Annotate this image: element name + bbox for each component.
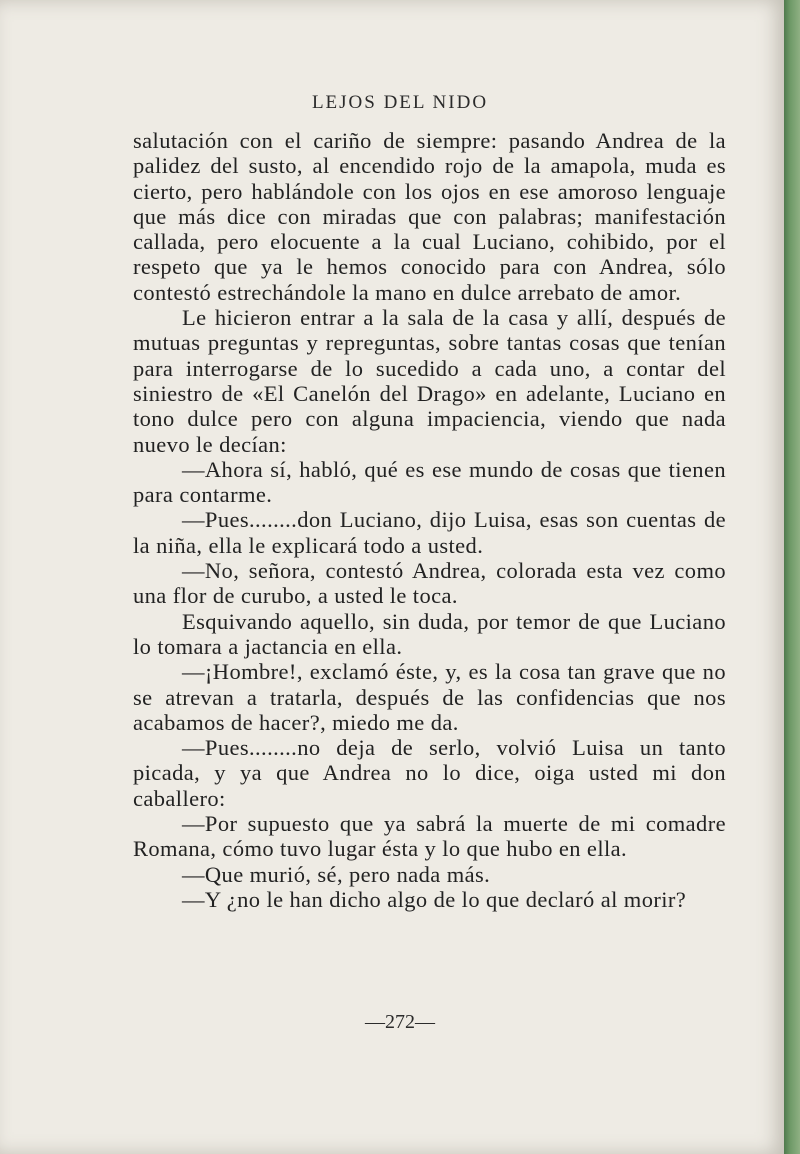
paragraph: —Ahora sí, habló, qué es ese mundo de cosas que tienen para contarme.: [133, 456, 726, 508]
paragraph: —Pues........no deja de serlo, volvió Luisa un tanto picada, y ya que Andrea no lo dice, oiga usted mi don caballero:: [133, 735, 726, 811]
paragraph: —¡Hombre!, exclamó éste, y, es la cosa tan grave que no se atrevan a tratarla, después de las confidencias que nos acabamos de hacer?, miedo me da.: [133, 659, 726, 735]
page-edge: [784, 0, 800, 1154]
paragraph: —No, señora, contestó Andrea, colorada esta vez como una flor de curubo, a usted le toca.: [133, 558, 726, 609]
body-text: [133, 128, 726, 912]
running-head: LEJOS DEL NIDO: [311, 92, 489, 113]
paragraph: salutación con el cariño de siempre: pasando Andrea de la palidez del susto, al encendido rojo de la amapola, muda es cierto, pero hablándole con los ojos en ese amoroso lenguaje que más dice con miradas que con palabras; manifestación callada, pero elocuente a la cual Luciano, cohibido, por el respeto que ya le hemos conocido para con Andrea, sólo contestó estrechándole la mano en dulce arrebato de amor.: [133, 128, 726, 305]
paragraph: Esquivando aquello, sin duda, por temor de que Luciano lo tomara a jactancia en ella.: [133, 608, 726, 659]
paragraph: —Que murió, sé, pero nada más.: [182, 861, 491, 887]
paragraph: —Y ¿no le han dicho algo de lo que declaró al morir?: [182, 886, 687, 912]
paragraph: Le hicieron entrar a la sala de la casa y allí, después de mutuas preguntas y repreguntas, sobre tantas cosas que tenían para interrogarse de lo sucedido a cada uno, a contar del siniestro de «El Canelón del Drago» en adelante, Luciano en tono dulce pero con alguna impaciencia, viendo que nada nuevo le decían:: [133, 305, 726, 457]
paragraph: —Por supuesto que ya sabrá la muerte de mi comadre Romana, cómo tuvo lugar ésta y lo que hubo en ella.: [133, 811, 726, 862]
page-number: —272—: [365, 1011, 435, 1033]
paragraph: —Pues........don Luciano, dijo Luisa, esas son cuentas de la niña, ella le explicará todo a usted.: [133, 507, 726, 558]
